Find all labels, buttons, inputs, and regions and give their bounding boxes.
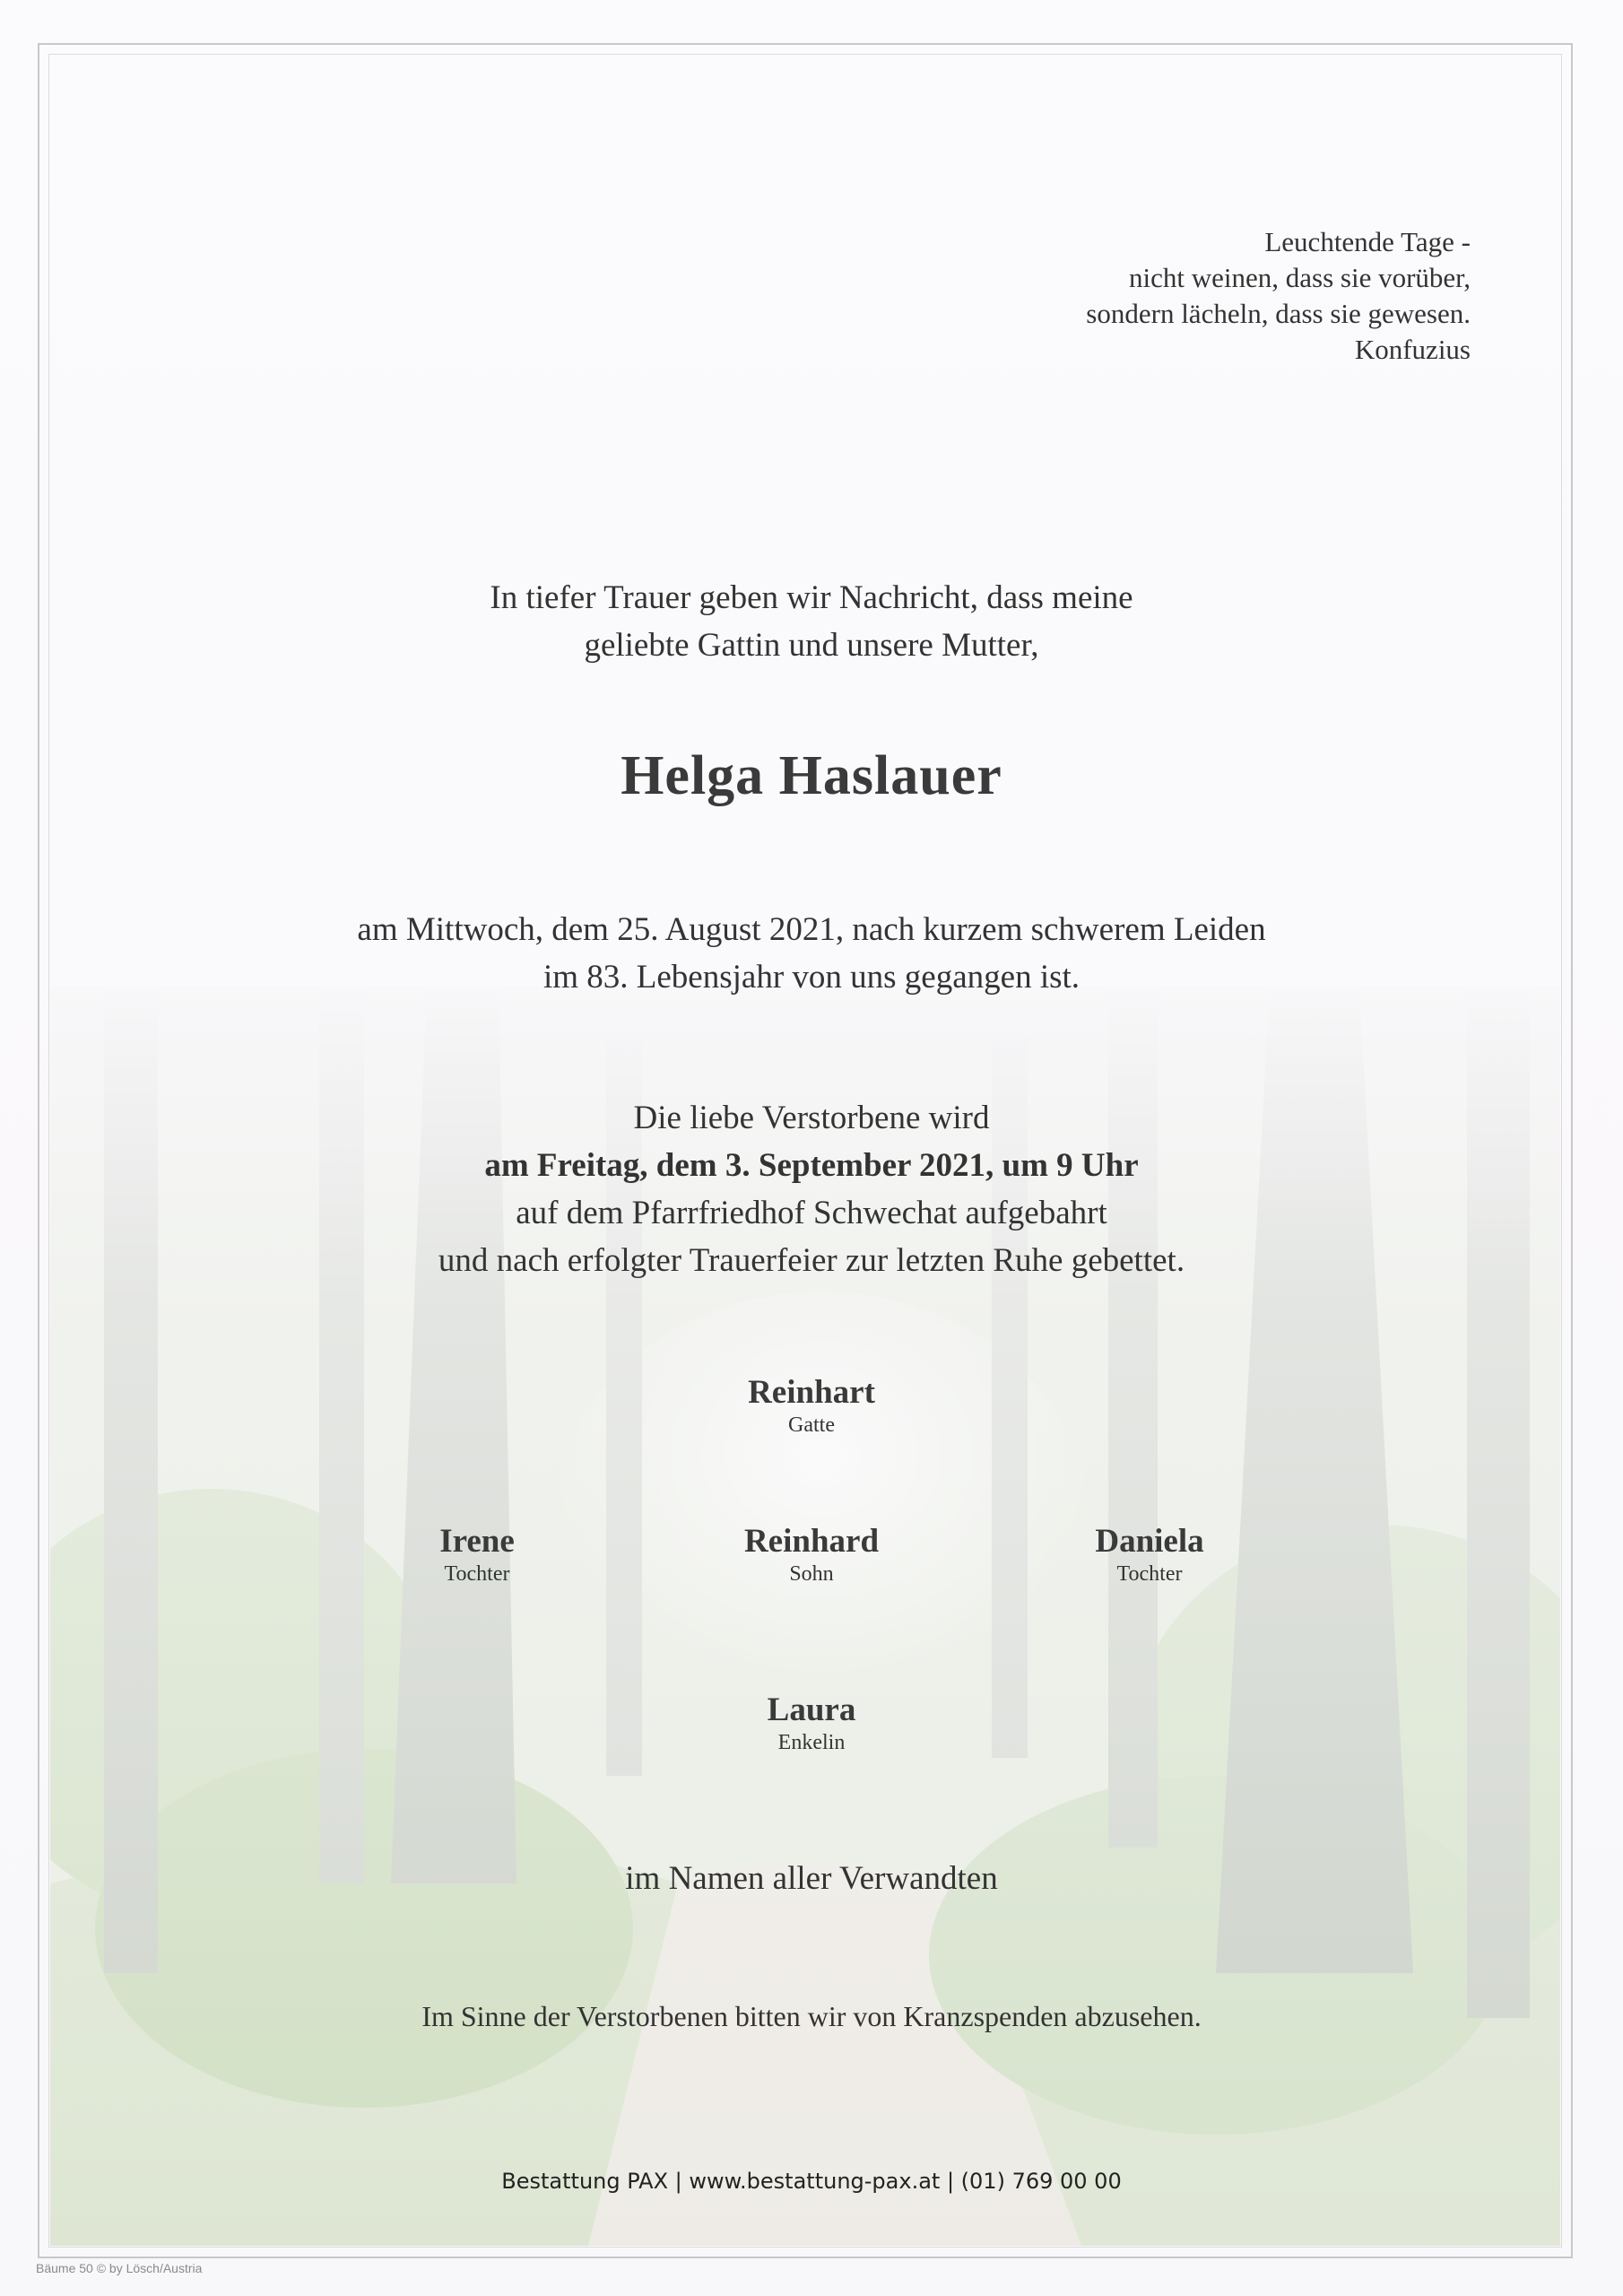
mourner-daughter-daniela: [988, 1523, 1311, 1587]
death-date-text: [0, 906, 1623, 1001]
mourner-relation: Tochter: [1116, 1562, 1183, 1586]
mourner-daughter-irene: [316, 1523, 638, 1587]
mourner-name: Irene: [439, 1523, 515, 1560]
date-line: am Mittwoch, dem 25. August 2021, nach kurzem schwerem Leiden: [357, 911, 1266, 948]
mourner-name: Reinhart: [748, 1374, 875, 1411]
mourner-grandchild: [650, 1692, 973, 1756]
mourner-name: Daniela: [1095, 1523, 1204, 1560]
date-line: im 83. Lebensjahr von uns gegangen ist.: [542, 959, 1081, 996]
burial-line: auf dem Pfarrfriedhof Schwechat aufgebahrt: [516, 1195, 1107, 1231]
wreath-note: Im Sinne der Verstorbenen bitten wir von Kranzspenden abzusehen.: [421, 2000, 1202, 2032]
intro-line: In tiefer Trauer geben wir Nachricht, dass meine: [490, 579, 1133, 616]
intro-line: geliebte Gattin und unsere Mutter,: [584, 627, 1039, 664]
mourner-relation: Gatte: [788, 1413, 835, 1437]
burial-line: Die liebe Verstorbene wird: [633, 1100, 990, 1136]
mourner-relation: Enkelin: [777, 1731, 846, 1754]
burial-text: [0, 1094, 1623, 1284]
deceased-name: Helga Haslauer: [621, 745, 1002, 806]
quote-line: Leuchtende Tage -: [1264, 226, 1471, 257]
mourner-relation: Tochter: [444, 1562, 510, 1586]
mourner-name: Laura: [767, 1692, 856, 1728]
mourner-son: [650, 1523, 973, 1587]
burial-line: und nach erfolgter Trauerfeier zur letzten Ruhe gebettet.: [438, 1242, 1185, 1279]
image-credit: Bäume 50 © by Lösch/Austria: [36, 2261, 203, 2275]
mourner-husband: [650, 1374, 973, 1439]
mourner-name: Reinhard: [743, 1523, 880, 1560]
funeral-home-footer: Bestattung PAX | www.bestattung-pax.at | (01) 769 00 00: [501, 2169, 1122, 2194]
mourner-relation: Sohn: [789, 1562, 834, 1586]
quote-author: Konfuzius: [1354, 334, 1471, 365]
relatives-line: im Namen aller Verwandten: [625, 1860, 998, 1897]
intro-text: [0, 574, 1623, 669]
quote-line: sondern lächeln, dass sie gewesen.: [1086, 298, 1471, 329]
quote-line: nicht weinen, dass sie vorüber,: [1129, 262, 1471, 293]
burial-datetime: am Freitag, dem 3. September 2021, um 9 Uhr: [484, 1147, 1139, 1184]
quote-block: [1086, 224, 1471, 368]
